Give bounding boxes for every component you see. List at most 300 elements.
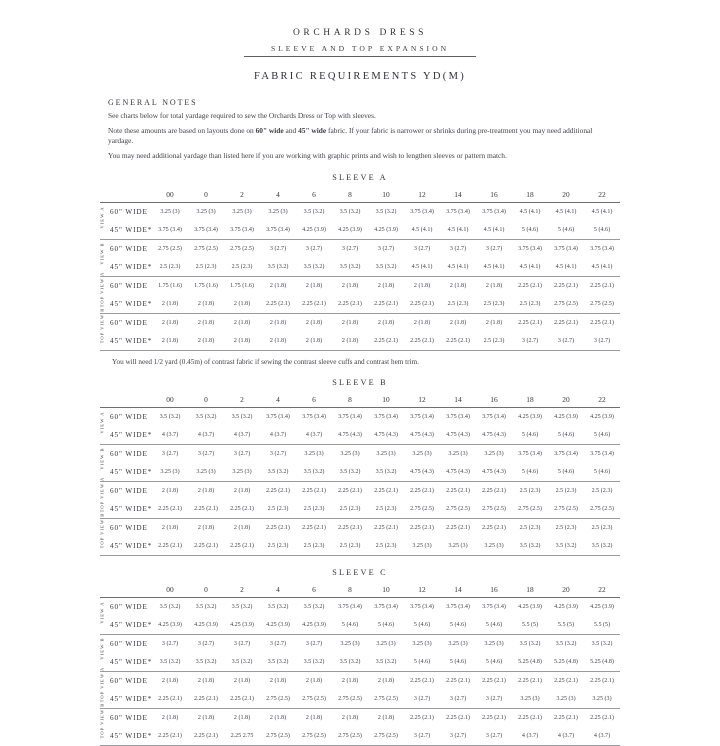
yardage-cell: 4 (3.7) [188,426,224,445]
yardage-cell: 2 (1.8) [260,672,296,691]
yardage-cell: 2 (1.8) [188,709,224,728]
yardage-cell: 4.25 (3.9) [584,408,620,427]
table-row [100,672,620,691]
yardage-cell: 2 (1.8) [260,332,296,351]
row-label-width: 45" WIDE* [100,258,152,277]
yardage-cell: 3.5 (3.2) [368,653,404,672]
yardage-cell: 4.75 (4.3) [440,426,476,445]
size-header-16: 16 [490,395,498,405]
yardage-cell: 2.25 2.75 [224,727,260,746]
yardage-cell: 3.5 (3.2) [584,635,620,654]
yardage-table [100,582,620,746]
table-corner [100,187,152,203]
yardage-cell: 2.25 (2.1) [548,314,584,333]
yardage-cell: 2.5 (2.3) [260,500,296,519]
yardage-cell: 3.75 (3.4) [368,598,404,617]
yardage-cell: 2 (1.8) [152,332,188,351]
row-label-width: 60" WIDE [100,635,152,654]
yardage-cell: 2 (1.8) [152,295,188,314]
yardage-cell: 2.25 (2.1) [224,690,260,709]
yardage-cell: 4.25 (3.9) [368,221,404,240]
table-row [100,445,620,464]
size-header-4: 4 [276,190,280,200]
note-line-2 [108,126,616,147]
yardage-cell: 2.75 (2.5) [440,500,476,519]
yardage-cell: 3.5 (3.2) [368,203,404,222]
view-group-label: VIEW A [99,601,105,624]
yardage-cell: 3.25 (3) [440,635,476,654]
yardage-cell: 2.25 (2.1) [188,727,224,746]
yardage-cell: 2 (1.8) [332,332,368,351]
yardage-cell: 5 (4.6) [584,463,620,482]
yardage-cell: 2 (1.8) [224,332,260,351]
yardage-cell: 3.25 (3) [224,203,260,222]
yardage-cell: 2.25 (2.1) [296,519,332,538]
yardage-cell: 4.25 (3.9) [296,221,332,240]
size-header-00: 00 [166,585,174,595]
yardage-cell: 3.5 (3.2) [368,258,404,277]
yardage-cell: 4.75 (4.3) [332,426,368,445]
yardage-cell: 4.5 (4.1) [404,258,440,277]
yardage-cell: 3.75 (3.4) [188,221,224,240]
table-row [100,690,620,709]
yardage-cell: 2.5 (2.3) [512,519,548,538]
size-header-8: 8 [348,585,352,595]
yardage-cell: 3 (2.7) [440,690,476,709]
size-header-22: 22 [598,585,606,595]
yardage-cell: 2.75 (2.5) [512,500,548,519]
yardage-cell: 2 (1.8) [296,672,332,691]
yardage-cell: 2.25 (2.1) [476,482,512,501]
size-header-10: 10 [382,585,390,595]
yardage-cell: 3.5 (3.2) [224,408,260,427]
table-row [100,537,620,556]
yardage-cell: 2 (1.8) [152,672,188,691]
yardage-cell: 3.75 (3.4) [224,221,260,240]
note-line-1: See charts below for total yardage required to sew the Orchards Dress or Top with sleeves. [108,111,376,120]
size-header-10: 10 [382,190,390,200]
yardage-cell: 2.25 (2.1) [476,519,512,538]
yardage-cell: 4.25 (3.9) [152,616,188,635]
yardage-cell: 4.25 (3.9) [224,616,260,635]
yardage-cell: 2.75 (2.5) [260,690,296,709]
yardage-table-wrap [100,582,620,746]
yardage-cell: 3.5 (3.2) [548,635,584,654]
yardage-cell: 3.5 (3.2) [332,258,368,277]
yardage-cell: 3.75 (3.4) [404,408,440,427]
yardage-cell: 3.5 (3.2) [368,463,404,482]
yardage-cell: 2 (1.8) [440,314,476,333]
yardage-cell: 3.5 (3.2) [152,653,188,672]
yardage-cell: 4.5 (4.1) [548,203,584,222]
yardage-cell: 4.5 (4.1) [512,258,548,277]
view-group-label: VIEW B [99,637,105,660]
yardage-cell: 2.75 (2.5) [332,690,368,709]
yardage-cell: 2.25 (2.1) [152,500,188,519]
yardage-cell: 3.75 (3.4) [296,408,332,427]
yardage-cell: 3.5 (3.2) [260,653,296,672]
yardage-cell: 2.5 (2.3) [512,482,548,501]
yardage-cell: 2 (1.8) [224,482,260,501]
yardage-cell: 3 (2.7) [404,240,440,259]
size-header-18: 18 [526,190,534,200]
yardage-cell: 3 (2.7) [476,690,512,709]
size-header-14: 14 [454,395,462,405]
yardage-cell: 2.5 (2.3) [332,537,368,556]
yardage-cell: 3.75 (3.4) [548,240,584,259]
size-header-0: 0 [204,190,208,200]
yardage-cell: 3 (2.7) [188,635,224,654]
yardage-cell: 3.5 (3.2) [224,653,260,672]
yardage-cell: 3.75 (3.4) [584,445,620,464]
yardage-cell: 3.75 (3.4) [512,445,548,464]
yardage-cell: 3.75 (3.4) [404,203,440,222]
yardage-cell: 2.5 (2.3) [584,519,620,538]
yardage-cell: 3.75 (3.4) [260,408,296,427]
yardage-cell: 2 (1.8) [152,482,188,501]
width-45-emphasis: 45" wide [298,125,327,135]
size-header-20: 20 [562,585,570,595]
contrast-fabric-note: You will need 1/2 yard (0.45m) of contrast fabric if sewing the contrast sleeve cuffs and contrast hem trim. [112,358,419,367]
yardage-cell: 5 (4.6) [584,426,620,445]
yardage-cell: 2.25 (2.1) [512,672,548,691]
view-group-label: TOP VIEW B [99,702,105,739]
yardage-cell: 3 (2.7) [440,727,476,746]
yardage-cell: 2 (1.8) [368,277,404,296]
yardage-cell: 2.5 (2.3) [548,482,584,501]
yardage-cell: 2 (1.8) [188,332,224,351]
yardage-cell: 2 (1.8) [296,709,332,728]
yardage-table [100,392,620,556]
yardage-cell: 3.25 (3) [404,537,440,556]
yardage-cell: 2.25 (2.1) [476,709,512,728]
yardage-cell: 2.75 (2.5) [584,500,620,519]
yardage-cell: 3.75 (3.4) [476,203,512,222]
yardage-cell: 3.25 (3) [368,445,404,464]
yardage-cell: 4 (3.7) [260,426,296,445]
yardage-cell: 2 (1.8) [188,519,224,538]
yardage-cell: 2.25 (2.1) [512,277,548,296]
yardage-cell: 2 (1.8) [404,314,440,333]
yardage-cell: 3.25 (3) [584,690,620,709]
yardage-cell: 3.5 (3.2) [296,203,332,222]
yardage-cell: 2.25 (2.1) [440,672,476,691]
size-header-6: 6 [312,585,316,595]
yardage-cell: 3.5 (3.2) [188,653,224,672]
yardage-cell: 3.75 (3.4) [440,408,476,427]
yardage-cell: 3.5 (3.2) [188,598,224,617]
yardage-cell: 2.25 (2.1) [224,537,260,556]
yardage-cell: 3 (2.7) [512,332,548,351]
yardage-cell: 3.5 (3.2) [260,258,296,277]
yardage-cell: 4 (3.7) [152,426,188,445]
yardage-cell: 2.25 (2.1) [332,295,368,314]
size-header-10: 10 [382,395,390,405]
size-header-16: 16 [490,585,498,595]
yardage-cell: 2.25 (2.1) [548,277,584,296]
yardage-cell: 2 (1.8) [368,709,404,728]
yardage-cell: 4.75 (4.3) [404,426,440,445]
yardage-cell: 3 (2.7) [152,445,188,464]
yardage-cell: 3 (2.7) [188,445,224,464]
yardage-cell: 2.25 (2.1) [368,332,404,351]
yardage-cell: 2 (1.8) [152,314,188,333]
size-header-2: 2 [240,395,244,405]
yardage-cell: 2.75 (2.5) [332,727,368,746]
size-header-18: 18 [526,585,534,595]
yardage-cell: 3 (2.7) [440,240,476,259]
yardage-table [100,187,620,351]
yardage-cell: 2 (1.8) [260,709,296,728]
yardage-cell: 3.25 (3) [476,445,512,464]
view-group-label: VIEW B [99,242,105,265]
yardage-cell: 2 (1.8) [260,277,296,296]
yardage-cell: 2.5 (2.3) [548,519,584,538]
yardage-cell: 3 (2.7) [260,635,296,654]
yardage-cell: 2.75 (2.5) [404,500,440,519]
yardage-cell: 3.75 (3.4) [476,598,512,617]
brand-subtitle: SLEEVE AND TOP EXPANSION [244,44,476,57]
yardage-cell: 3.75 (3.4) [332,408,368,427]
view-group-label: TOP VIEW A [99,271,105,308]
yardage-cell: 3.25 (3) [476,635,512,654]
view-group-label: TOP VIEW B [99,512,105,549]
yardage-cell: 2.25 (2.1) [404,709,440,728]
general-notes [108,98,616,161]
yardage-cell: 4.5 (4.1) [476,221,512,240]
yardage-cell: 3.75 (3.4) [584,240,620,259]
row-label-width: 45" WIDE* [100,426,152,445]
yardage-cell: 3 (2.7) [260,240,296,259]
yardage-cell: 3.5 (3.2) [188,408,224,427]
table-row [100,463,620,482]
yardage-cell: 3.25 (3) [440,445,476,464]
yardage-cell: 2.75 (2.5) [152,240,188,259]
size-header-12: 12 [418,190,426,200]
yardage-cell: 2.5 (2.3) [512,295,548,314]
yardage-cell: 4.25 (3.9) [512,598,548,617]
yardage-cell: 3.75 (3.4) [548,445,584,464]
yardage-cell: 5 (4.6) [440,653,476,672]
row-label-width: 60" WIDE [100,408,152,427]
yardage-cell: 3.5 (3.2) [224,598,260,617]
yardage-cell: 2 (1.8) [296,314,332,333]
yardage-cell: 3 (2.7) [368,240,404,259]
yardage-cell: 1.75 (1.6) [188,277,224,296]
yardage-cell: 2.25 (2.1) [512,709,548,728]
yardage-cell: 2.25 (2.1) [368,295,404,314]
yardage-cell: 3.75 (3.4) [152,221,188,240]
yardage-cell: 4 (3.7) [512,727,548,746]
yardage-cell: 2 (1.8) [368,672,404,691]
note-line-2-a: Note these amounts are based on layouts done on [108,125,256,135]
row-label-width: 45" WIDE* [100,690,152,709]
yardage-cell: 3 (2.7) [332,240,368,259]
yardage-cell: 3.5 (3.2) [260,463,296,482]
yardage-cell: 3.25 (3) [512,690,548,709]
yardage-cell: 4 (3.7) [584,727,620,746]
size-header-20: 20 [562,190,570,200]
yardage-cell: 4.5 (4.1) [404,221,440,240]
yardage-cell: 2.25 (2.1) [332,519,368,538]
yardage-cell: 2.25 (2.1) [584,277,620,296]
yardage-cell: 3.75 (3.4) [332,598,368,617]
yardage-cell: 2.75 (2.5) [188,240,224,259]
yardage-cell: 2 (1.8) [188,314,224,333]
yardage-cell: 2.5 (2.3) [296,500,332,519]
yardage-cell: 2.25 (2.1) [440,332,476,351]
table-row [100,709,620,728]
yardage-cell: 3 (2.7) [296,635,332,654]
yardage-cell: 4.5 (4.1) [440,221,476,240]
size-header-6: 6 [312,190,316,200]
yardage-cell: 5.25 (4.8) [548,653,584,672]
view-group-label: TOP VIEW A [99,666,105,703]
yardage-cell: 4.5 (4.1) [440,258,476,277]
yardage-cell: 2 (1.8) [476,277,512,296]
yardage-cell: 2.5 (2.3) [584,482,620,501]
yardage-cell: 4.25 (3.9) [188,616,224,635]
yardage-cell: 2.25 (2.1) [332,482,368,501]
table-corner [100,582,152,598]
yardage-cell: 3.75 (3.4) [260,221,296,240]
yardage-cell: 2.5 (2.3) [332,500,368,519]
yardage-cell: 2 (1.8) [368,314,404,333]
yardage-cell: 2 (1.8) [440,277,476,296]
yardage-cell: 3.5 (3.2) [296,258,332,277]
yardage-cell: 4.75 (4.3) [368,426,404,445]
yardage-cell: 5.5 (5) [548,616,584,635]
masthead [0,0,720,82]
yardage-cell: 5 (4.6) [404,616,440,635]
yardage-cell: 2.75 (2.5) [296,690,332,709]
yardage-cell: 2.25 (2.1) [152,690,188,709]
section-title: SLEEVE C [332,568,388,578]
yardage-cell: 2 (1.8) [332,277,368,296]
yardage-cell: 4.25 (3.9) [584,598,620,617]
size-header-2: 2 [240,190,244,200]
size-header-row [100,187,620,203]
yardage-cell: 3.5 (3.2) [548,537,584,556]
yardage-cell: 2.25 (2.1) [260,482,296,501]
yardage-cell: 2 (1.8) [188,295,224,314]
yardage-cell: 2 (1.8) [224,709,260,728]
yardage-cell: 2.25 (2.1) [512,314,548,333]
yardage-cell: 4.5 (4.1) [584,258,620,277]
yardage-cell: 2.25 (2.1) [404,482,440,501]
section-title: SLEEVE A [332,173,388,183]
yardage-cell: 3 (2.7) [404,690,440,709]
yardage-table-wrap [100,187,620,351]
yardage-cell: 5 (4.6) [512,221,548,240]
size-header-12: 12 [418,585,426,595]
section-title: SLEEVE B [332,378,388,388]
yardage-cell: 2.25 (2.1) [368,519,404,538]
row-label-width: 45" WIDE* [100,500,152,519]
row-label-width: 60" WIDE [100,598,152,617]
yardage-cell: 5 (4.6) [404,653,440,672]
page-title: FABRIC REQUIREMENTS YD(M) [253,71,467,82]
yardage-cell: 2.75 (2.5) [368,690,404,709]
yardage-cell: 3.5 (3.2) [512,537,548,556]
yardage-cell: 2 (1.8) [260,314,296,333]
table-row [100,635,620,654]
table-row [100,408,620,427]
yardage-cell: 2.25 (2.1) [404,672,440,691]
yardage-cell: 2.25 (2.1) [440,709,476,728]
sleeve-section [0,568,720,746]
yardage-cell: 2 (1.8) [296,277,332,296]
yardage-cell: 2.75 (2.5) [548,500,584,519]
yardage-cell: 5 (4.6) [548,463,584,482]
size-header-14: 14 [454,585,462,595]
yardage-cell: 3 (2.7) [296,240,332,259]
row-label-width: 60" WIDE [100,519,152,538]
table-row [100,203,620,222]
yardage-cell: 4.25 (3.9) [512,408,548,427]
size-header-row [100,392,620,408]
yardage-cell: 3.25 (3) [404,445,440,464]
size-header-0: 0 [204,585,208,595]
yardage-cell: 3 (2.7) [584,332,620,351]
yardage-cell: 5 (4.6) [476,616,512,635]
table-row [100,221,620,240]
yardage-cell: 2.25 (2.1) [296,482,332,501]
size-header-00: 00 [166,395,174,405]
yardage-cell: 2.5 (2.3) [188,258,224,277]
yardage-cell: 5.5 (5) [512,616,548,635]
row-label-width: 60" WIDE [100,314,152,333]
yardage-cell: 3.5 (3.2) [332,463,368,482]
yardage-cell: 2 (1.8) [296,332,332,351]
size-header-18: 18 [526,395,534,405]
row-label-width: 45" WIDE* [100,727,152,746]
yardage-cell: 3.25 (3) [332,445,368,464]
yardage-table-wrap [100,392,620,556]
size-header-4: 4 [276,585,280,595]
yardage-cell: 2.5 (2.3) [224,258,260,277]
yardage-cell: 5 (4.6) [512,463,548,482]
size-header-22: 22 [598,190,606,200]
view-group-label: VIEW A [99,206,105,229]
yardage-cell: 5.5 (5) [584,616,620,635]
note-line-3: You may need additional yardage than listed here if you are working with graphic prints and wish to lengthen sleeves or pattern match. [108,150,507,160]
yardage-cell: 3.25 (3) [404,635,440,654]
yardage-cell: 2 (1.8) [476,314,512,333]
yardage-cell: 4.75 (4.3) [476,463,512,482]
table-row [100,332,620,351]
yardage-cell: 3.25 (3) [152,203,188,222]
row-label-width: 45" WIDE* [100,463,152,482]
yardage-cell: 5 (4.6) [512,426,548,445]
yardage-cell: 2.5 (2.3) [260,537,296,556]
row-label-width: 60" WIDE [100,203,152,222]
size-header-4: 4 [276,395,280,405]
yardage-cell: 4 (3.7) [548,727,584,746]
yardage-cell: 2.25 (2.1) [584,314,620,333]
yardage-cell: 2.5 (2.3) [368,537,404,556]
yardage-cell: 3.5 (3.2) [584,537,620,556]
yardage-cell: 4 (3.7) [224,426,260,445]
row-label-width: 60" WIDE [100,277,152,296]
yardage-cell: 3.75 (3.4) [476,408,512,427]
yardage-cell: 2 (1.8) [332,672,368,691]
view-group-label: TOP VIEW B [99,307,105,344]
row-label-width: 45" WIDE* [100,537,152,556]
brand-title: ORCHARDS DRESS [292,28,428,38]
view-group-label: TOP VIEW A [99,476,105,513]
yardage-cell: 2.25 (2.1) [296,295,332,314]
